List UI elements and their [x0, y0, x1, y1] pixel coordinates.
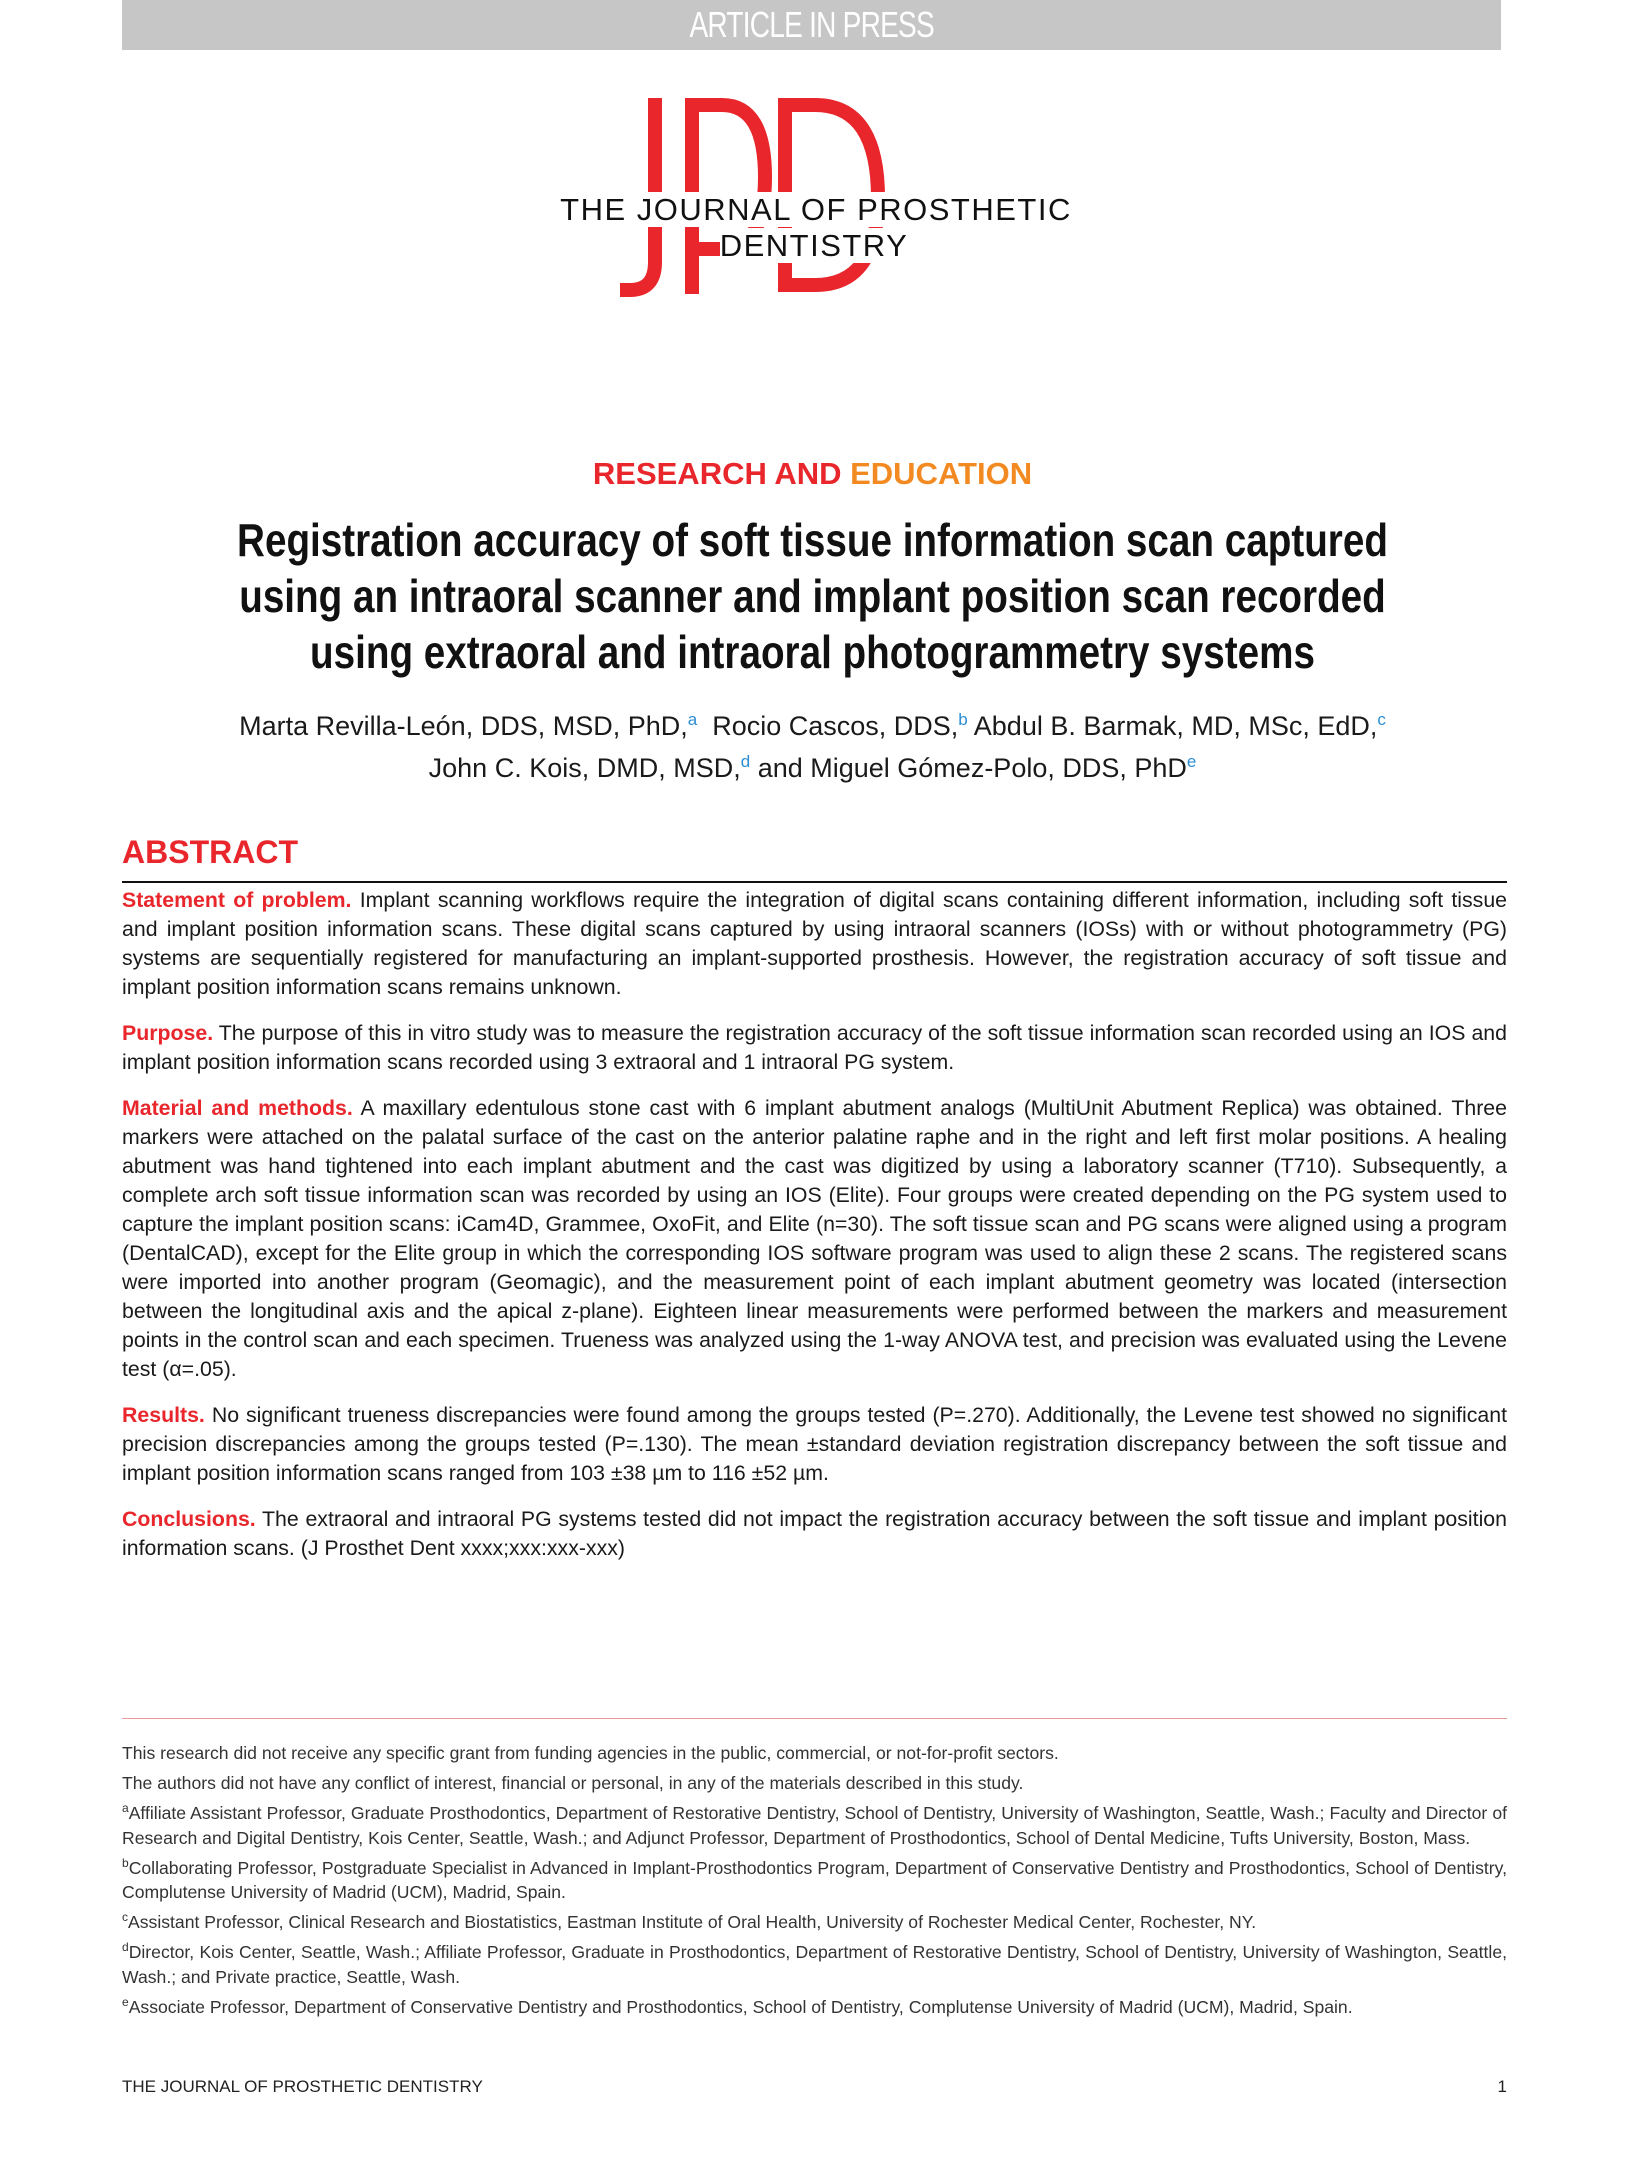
section-part2: EDUCATION	[850, 456, 1033, 491]
paragraph-text: A maxillary edentulous stone cast with 6 implant abutment analogs (MultiUnit Abutment Replica) was obtained. Three markers were attached on the palatal surface of the cast on the anterior palatine raphe and in the right and left first molar positions. A healing abutment was hand tightened into each implant abutment and the cast was digitized by using a laboratory scanner (T710). Subsequently, a complete arch soft tissue information scan was recorded by using an IOS (Elite). Four groups were created depending on the PG system used to capture the implant position scans: iCam4D, Grammee, OxoFit, and Elite (n=30). The soft tissue scan and PG scans were aligned using a program (DentalCAD), except for the Elite group in which the corresponding IOS software program was used to align these 2 scans. The registered scans were imported into another program (Geomagic), and the measurement point of each implant abutment geometry was located (intersection between the longitudinal axis and the apical z-plane). Eighteen linear measurements were performed between the markers and measurement points in the control scan and each specimen. Trueness was analyzed using the 1-way ANOVA test, and precision was evaluated using the Levene test (α=.05).	[122, 1096, 1507, 1381]
footnote: $^e$Associate Professor, Department of Conservative Dentistry and Prosthodontics, School of Dentistry, Complutense University of Madrid (UCM), Madrid, Spain.	[122, 1995, 1353, 2018]
paragraph-text: No significant trueness discrepancies were found among the groups tested (P=.270). Additionally, the Levene test showed no significant precision discrepancies among the groups tested (P=.130). The mean ±standard deviation registration discrepancy between the soft tissue and implant position information scans ranged from 103 ±38 µm to 116 ±52 µm.	[122, 1403, 1507, 1485]
article-title	[0, 512, 1625, 680]
page-footer	[122, 2077, 1507, 2097]
abstract-paragraph	[122, 1505, 1507, 1563]
abstract-paragraph	[122, 1401, 1507, 1488]
paragraph-text: The extraoral and intraoral PG systems tested did not impact the registration accuracy between the soft tissue and implant position information scans. (J Prosthet Dent xxxx;xxx:xxx-xxx)	[122, 1507, 1507, 1560]
paragraph-label: Results.	[122, 1403, 205, 1427]
footnote: The authors did not have any conflict of interest, financial or personal, in any of the materials described in this study.	[122, 1772, 1024, 1793]
abstract-body	[122, 886, 1507, 1580]
paragraph-label: Conclusions.	[122, 1507, 256, 1531]
section-part1: RESEARCH AND	[592, 456, 842, 491]
affiliation-link[interactable]: c	[1377, 710, 1386, 729]
footer-journal: THE JOURNAL OF PROSTHETIC DENTISTRY	[122, 2077, 483, 2096]
paragraph-text: Implant scanning workflows require the integration of digital scans containing different information, including soft tissue and implant position information scans. These digital scans captured by using intraoral scanners (IOSs) with or without photogrammetry (PG) systems are sequentially registered for manufacturing an implant-supported prosthesis. However, the registration accuracy of soft tissue and implant position information scans remains unknown.	[122, 888, 1508, 999]
section-label	[0, 456, 1625, 492]
affiliation-link[interactable]: d	[740, 752, 751, 771]
author-list	[0, 702, 1625, 786]
author: Abdul B. Barmak, MD, MSc, EdD,	[973, 711, 1378, 741]
paragraph-label: Statement of problem.	[122, 888, 352, 912]
footnote: This research did not receive any specific grant from funding agencies in the public, commercial, or not-for-profit sectors.	[122, 1742, 1059, 1763]
abstract-heading: ABSTRACT	[122, 834, 298, 870]
title-line: using an intraoral scanner and implant position scan recorded	[239, 570, 1386, 622]
title-line: Registration accuracy of soft tissue information scan captured	[237, 514, 1388, 566]
author: Rocio Cascos, DDS,	[712, 711, 959, 741]
abstract-paragraph	[122, 1019, 1507, 1077]
footnote: $^a$Affiliate Assistant Professor, Graduate Prosthodontics, Department of Restorative Dentistry, School of Dentistry, University of Washington, Seattle, Wash.; Faculty and Director of Research and Digital Dentistry, Kois Center, Seattle, Wash.; and Adjunct Professor, Department of Prosthodontics, School of Dental Medicine, Tufts University, Boston, Mass.	[122, 1800, 1507, 1848]
article-in-press-banner	[122, 0, 1501, 50]
footnote-divider	[122, 1718, 1507, 1719]
paragraph-label: Material and methods.	[122, 1096, 353, 1120]
footnote: $^d$Director, Kois Center, Seattle, Wash.; Affiliate Professor, Graduate in Prosthodontics, Department of Restorative Dentistry, School of Dentistry, University of Washington, Seattle, Wash.; and Private practice, Seattle, Wash.	[122, 1940, 1507, 1988]
affiliation-link[interactable]: b	[958, 710, 968, 729]
author: and Miguel Gómez-Polo, DDS, PhD	[757, 753, 1187, 783]
author: John C. Kois, DMD, MSD,	[428, 753, 741, 783]
author: Marta Revilla-León, DDS, MSD, PhD,	[239, 711, 688, 741]
affiliation-link[interactable]: e	[1186, 752, 1197, 771]
affiliation-link[interactable]: a	[687, 710, 698, 729]
page-number: 1	[1497, 2077, 1507, 2096]
banner-text: ARTICLE IN PRESS	[689, 4, 934, 45]
footnote: $^c$Assistant Professor, Clinical Research and Biostatistics, Eastman Institute of Oral Health, University of Rochester Medical Center, Rochester, NY.	[122, 1910, 1257, 1933]
abstract-divider	[122, 881, 1507, 883]
paragraph-label: Purpose.	[122, 1021, 214, 1045]
title-line: using extraoral and intraoral photogrammetry systems	[310, 626, 1315, 678]
abstract-paragraph	[122, 886, 1507, 1002]
footnote: $^b$Collaborating Professor, Postgraduate Specialist in Advanced in Implant-Prosthodontics Program, Department of Conservative Dentistry and Prosthodontics, School of Dentistry, Complutense University of Madrid (UCM), Madrid, Spain.	[122, 1855, 1507, 1903]
journal-name: THE JOURNAL OF PROSTHETIC DENTISTRY	[560, 192, 1072, 263]
abstract-paragraph	[122, 1094, 1507, 1384]
journal-logo	[470, 92, 1160, 302]
paragraph-text: The purpose of this in vitro study was to measure the registration accuracy of the soft tissue information scan recorded using an IOS and implant position information scans recorded using 3 extraoral and 1 intraoral PG system.	[122, 1021, 1507, 1074]
footnotes	[122, 1736, 1507, 2020]
